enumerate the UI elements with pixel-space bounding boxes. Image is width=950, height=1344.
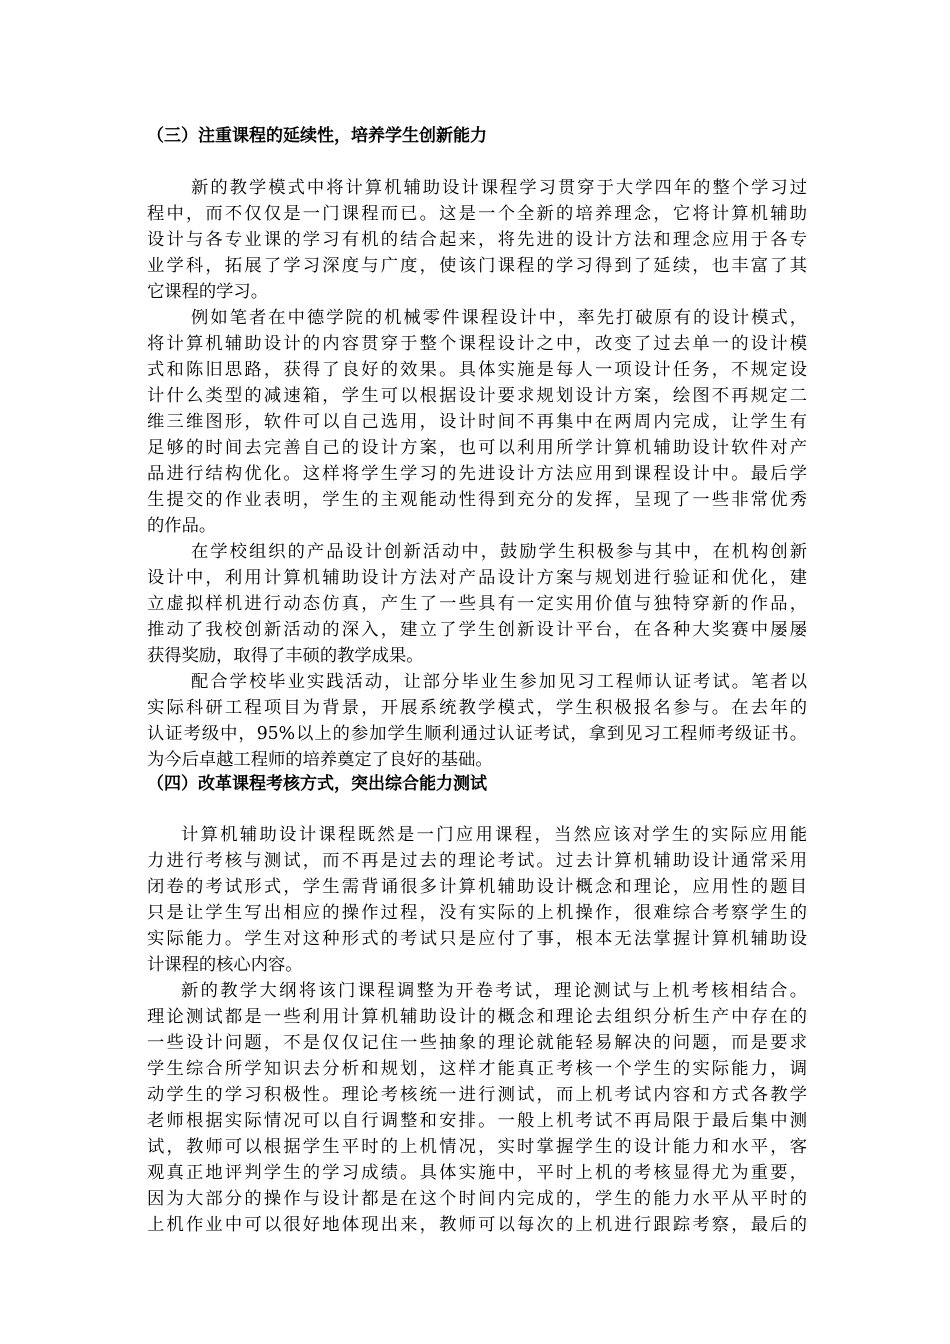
text-line: 获得奖励，取得了丰硕的教学成果。 xyxy=(147,646,424,666)
section-3-body xyxy=(147,175,807,773)
text-line: 动学生的学习积极性。理论考核统一进行测试，而上机考试内容和方式各教学 xyxy=(147,1085,807,1105)
text-line: 配合学校毕业实践活动，让部分毕业生参加见习工程师认证考试。笔者以 xyxy=(191,672,807,692)
text-line: 品进行结构优化。这样将学生学习的先进设计方法应用到课程设计中。最后学 xyxy=(147,464,807,484)
text-line: 只是让学生写出相应的操作过程，没有实际的上机操作，很难综合考察学生的 xyxy=(147,903,807,923)
text-line: 的作品。 xyxy=(147,516,217,536)
text-line: 维三维图形，软件可以自己选用，设计时间不再集中在两周内完成，让学生有 xyxy=(147,412,807,432)
text-line: 计什么类型的减速箱，学生可以根据设计要求规划设计方案，绘图不再规定二 xyxy=(147,386,807,406)
text-line: 生提交的作业表明，学生的主观能动性得到充分的发挥，呈现了一些非常优秀 xyxy=(147,490,807,510)
section-4-heading: （四）改革课程考核方式，突出综合能力测试 xyxy=(147,774,487,794)
text-line: 它课程的学习。 xyxy=(147,282,268,302)
text-line: 学生综合所学知识去分析和规划，这样才能真正考核一个学生的实际能力，调 xyxy=(147,1059,807,1079)
text-line: 例如笔者在中德学院的机械零件课程设计中，率先打破原有的设计模式， xyxy=(191,308,807,328)
text-line: 足够的时间去完善自己的设计方案，也可以利用所学计算机辅助设计软件对产 xyxy=(147,438,807,458)
paragraph xyxy=(147,978,807,1238)
paragraph xyxy=(147,669,807,773)
section-3-heading: （三）注重课程的延续性，培养学生创新能力 xyxy=(147,126,487,146)
text-line: 推动了我校创新活动的深入，建立了学生创新设计平台，在各种大奖赛中屡屡 xyxy=(147,620,807,640)
text-line: 新的教学模式中将计算机辅助设计课程学习贯穿于大学四年的整个学习过 xyxy=(191,178,807,198)
text-line: 设计与各专业课的学习有机的结合起来，将先进的设计方法和理念应用于各专 xyxy=(147,230,807,250)
text-line: 式和陈旧思路，获得了良好的效果。具体实施是每人一项设计任务，不规定设 xyxy=(147,360,807,380)
text-line: 实际科研工程项目为背景，开展系统教学模式，学生积极报名参与。在去年的 xyxy=(147,698,807,718)
paragraph xyxy=(147,539,807,669)
paragraph xyxy=(147,175,807,305)
text-line: 计课程的核心内容。 xyxy=(147,955,303,975)
text-line: 一些设计问题，不是仅仅记住一些抽象的理论就能轻易解决的问题，而是要求 xyxy=(147,1033,807,1053)
text-line: 因为大部分的操作与设计都是在这个时间内完成的，学生的能力水平从平时的 xyxy=(147,1189,807,1209)
text-line: 观真正地评判学生的学习成绩。具体实施中，平时上机的考核显得尤为重要， xyxy=(147,1163,807,1183)
text-line: 力进行考核与测试，而不再是过去的理论考试。过去计算机辅助设计通常采用 xyxy=(147,851,807,871)
text-line: 实际能力。学生对这种形式的考试只是应付了事，根本无法掌握计算机辅助设 xyxy=(147,929,807,949)
text-line: 将计算机辅助设计的内容贯穿于整个课程设计之中，改变了过去单一的设计模 xyxy=(147,334,807,354)
text-line: 认证考级中，95%以上的参加学生顺利通过认证考试，拿到见习工程师考级证书。 xyxy=(147,724,807,744)
text-line: 老师根据实际情况可以自行调整和安排。一般上机考试不再局限于最后集中测 xyxy=(147,1111,807,1131)
text-line: 闭卷的考试形式，学生需背诵很多计算机辅助设计概念和理论，应用性的题目 xyxy=(147,877,807,897)
text-line: 程中，而不仅仅是一门课程而已。这是一个全新的培养理念，它将计算机辅助 xyxy=(147,204,807,224)
text-line: 业学科，拓展了学习深度与广度，使该门课程的学习得到了延续，也丰富了其 xyxy=(147,256,807,276)
text-line: 试，教师可以根据学生平时的上机情况，实时掌握学生的设计能力和水平，客 xyxy=(147,1137,807,1157)
text-line: 立虚拟样机进行动态仿真，产生了一些具有一定实用价值与独特穿新的作品， xyxy=(147,594,807,614)
text-line: 在学校组织的产品设计创新活动中，鼓励学生积极参与其中，在机构创新 xyxy=(191,542,807,562)
paragraph xyxy=(147,822,807,978)
text-line: 计算机辅助设计课程既然是一门应用课程，当然应该对学生的实际应用能 xyxy=(181,825,807,845)
text-line: 新的教学大纲将该门课程调整为开卷考试，理论测试与上机考核相结合。 xyxy=(181,981,807,1001)
paragraph xyxy=(147,305,807,539)
text-line: 为今后卓越工程师的培养奠定了良好的基础。 xyxy=(147,750,493,770)
text-line: 理论测试都是一些利用计算机辅助设计的概念和理论去组织分析生产中存在的 xyxy=(147,1007,807,1027)
section-4-body xyxy=(147,822,807,1238)
text-line: 上机作业中可以很好地体现出来，教师可以每次的上机进行跟踪考察，最后的 xyxy=(147,1215,807,1235)
text-line: 设计中，利用计算机辅助设计方法对产品设计方案与规划进行验证和优化，建 xyxy=(147,568,807,588)
